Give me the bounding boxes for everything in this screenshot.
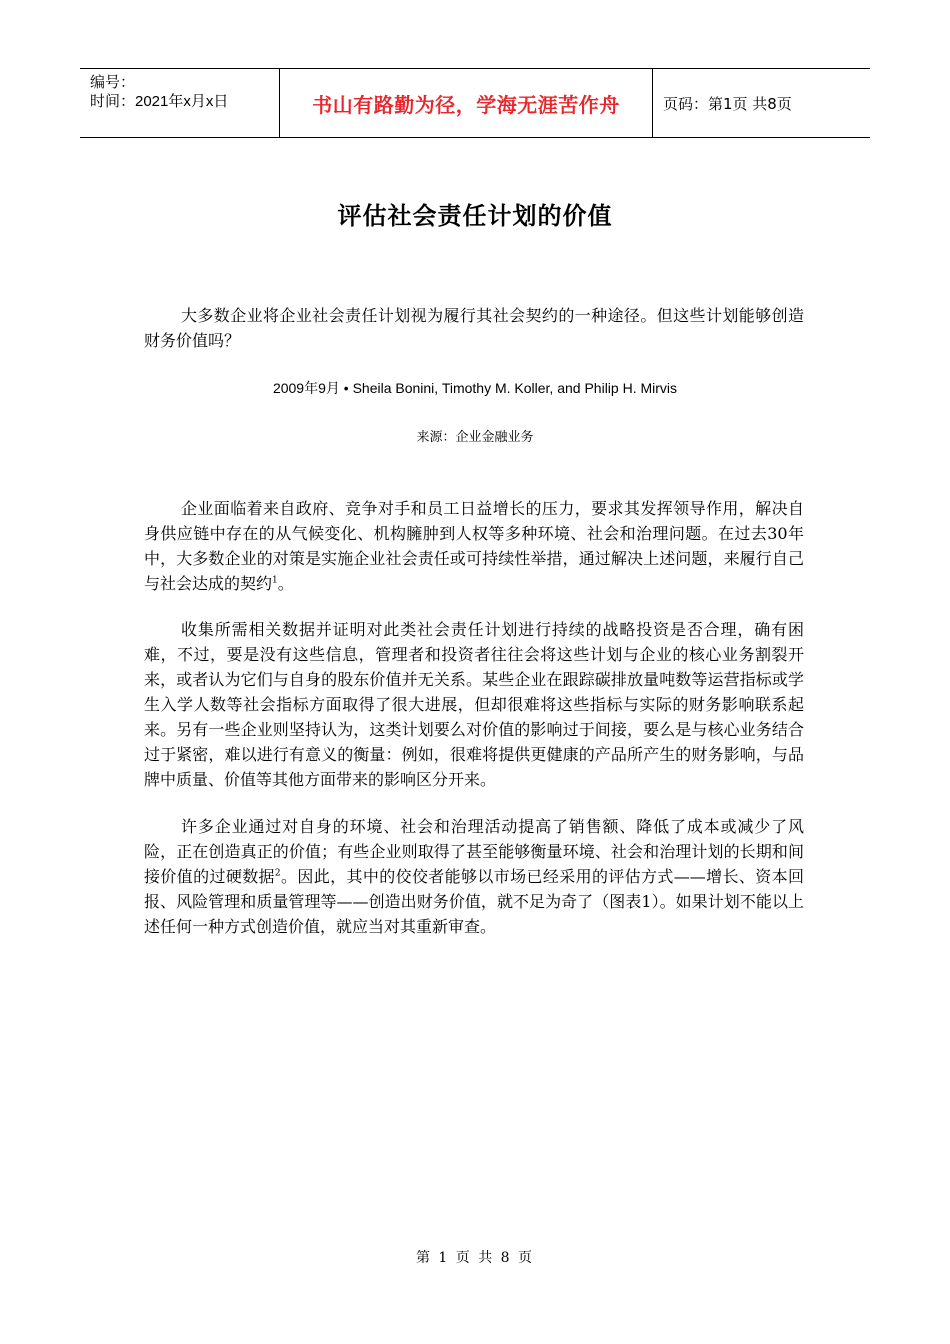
footnote-ref-2[interactable]: 2 <box>274 868 281 879</box>
document-number-label: 编号： <box>90 74 136 91</box>
header-table <box>80 68 870 138</box>
intro-paragraph: 大多数企业将企业社会责任计划视为履行其社会契约的一种途径。但这些计划能够创造财务价值吗？ <box>144 306 804 350</box>
article-source: 来源：企业金融业务 <box>416 430 534 445</box>
header-meta-cell <box>80 69 280 137</box>
article-byline: 2009年9月 • Sheila Bonini, Timothy M. Koller, and Philip H. Mirvis <box>272 380 678 396</box>
page-footer: 第 1 页 共 8 页 <box>415 1250 535 1266</box>
footnote-ref-1[interactable]: 1 <box>272 575 278 586</box>
article-title: 评估社会责任计划的价值 <box>337 202 613 230</box>
body-paragraph-3-text-b: 。因此，其中的佼佼者能够以市场已经采用的评估方式——增长、资本回报、风险管理和质量管理等——创造出财务价值，就不足为奇了（图表1）。如果计划不能以上述任何一种方式创造价值，就应当对其重新审查。 <box>144 867 804 936</box>
header-page-label: 页码：第1页 共8页 <box>663 94 792 113</box>
body-paragraph-3-text-a: 许多企业通过对自身的环境、社会和治理活动提高了销售额、降低了成本或减少了风险，正在创造真正的价值；有些企业则取得了甚至能够衡量环境、社会和治理计划的长期和间接价值的过硬数据 <box>144 817 804 886</box>
body-paragraph-1-text: 企业面临着来自政府、竞争对手和员工日益增长的压力，要求其发挥领导作用，解决自身供应链中存在的从气候变化、机构臃肿到人权等多种环境、社会和治理问题。在过去30年中，大多数企业的对策是实施企业社会责任或可持续性举措，通过解决上述问题，来履行自己与社会达成的契约 <box>144 499 804 593</box>
body-paragraph-2: 收集所需相关数据并证明对此类社会责任计划进行持续的战略投资是否合理，确有困难，不过，要是没有这些信息，管理者和投资者往往会将这些计划与企业的核心业务割裂开来，或者认为它们与自身的股东价值并无关系。某些企业在跟踪碳排放量吨数等运营指标或学生入学人数等社会指标方面取得了很大进展，但却很难将这些指标与实际的财务影响联系起来。另有一些企业则坚持认为，这类计划要么对价值的影响过于间接，要么是与核心业务结合过于紧密，难以进行有意义的衡量：例如，很难将提供更健康的产品所产生的财务影响，与品牌中质量、价值等其他方面带来的影响区分开来。 <box>144 620 804 789</box>
body-paragraph-3 <box>144 814 804 939</box>
body-paragraph-1-end: 。 <box>277 574 294 593</box>
document-date-label: 时间：2021年x月x日 <box>90 93 229 110</box>
header-motto: 书山有路勤为径，学海无涯苦作舟 <box>280 69 653 137</box>
body-paragraph-1 <box>144 496 804 596</box>
